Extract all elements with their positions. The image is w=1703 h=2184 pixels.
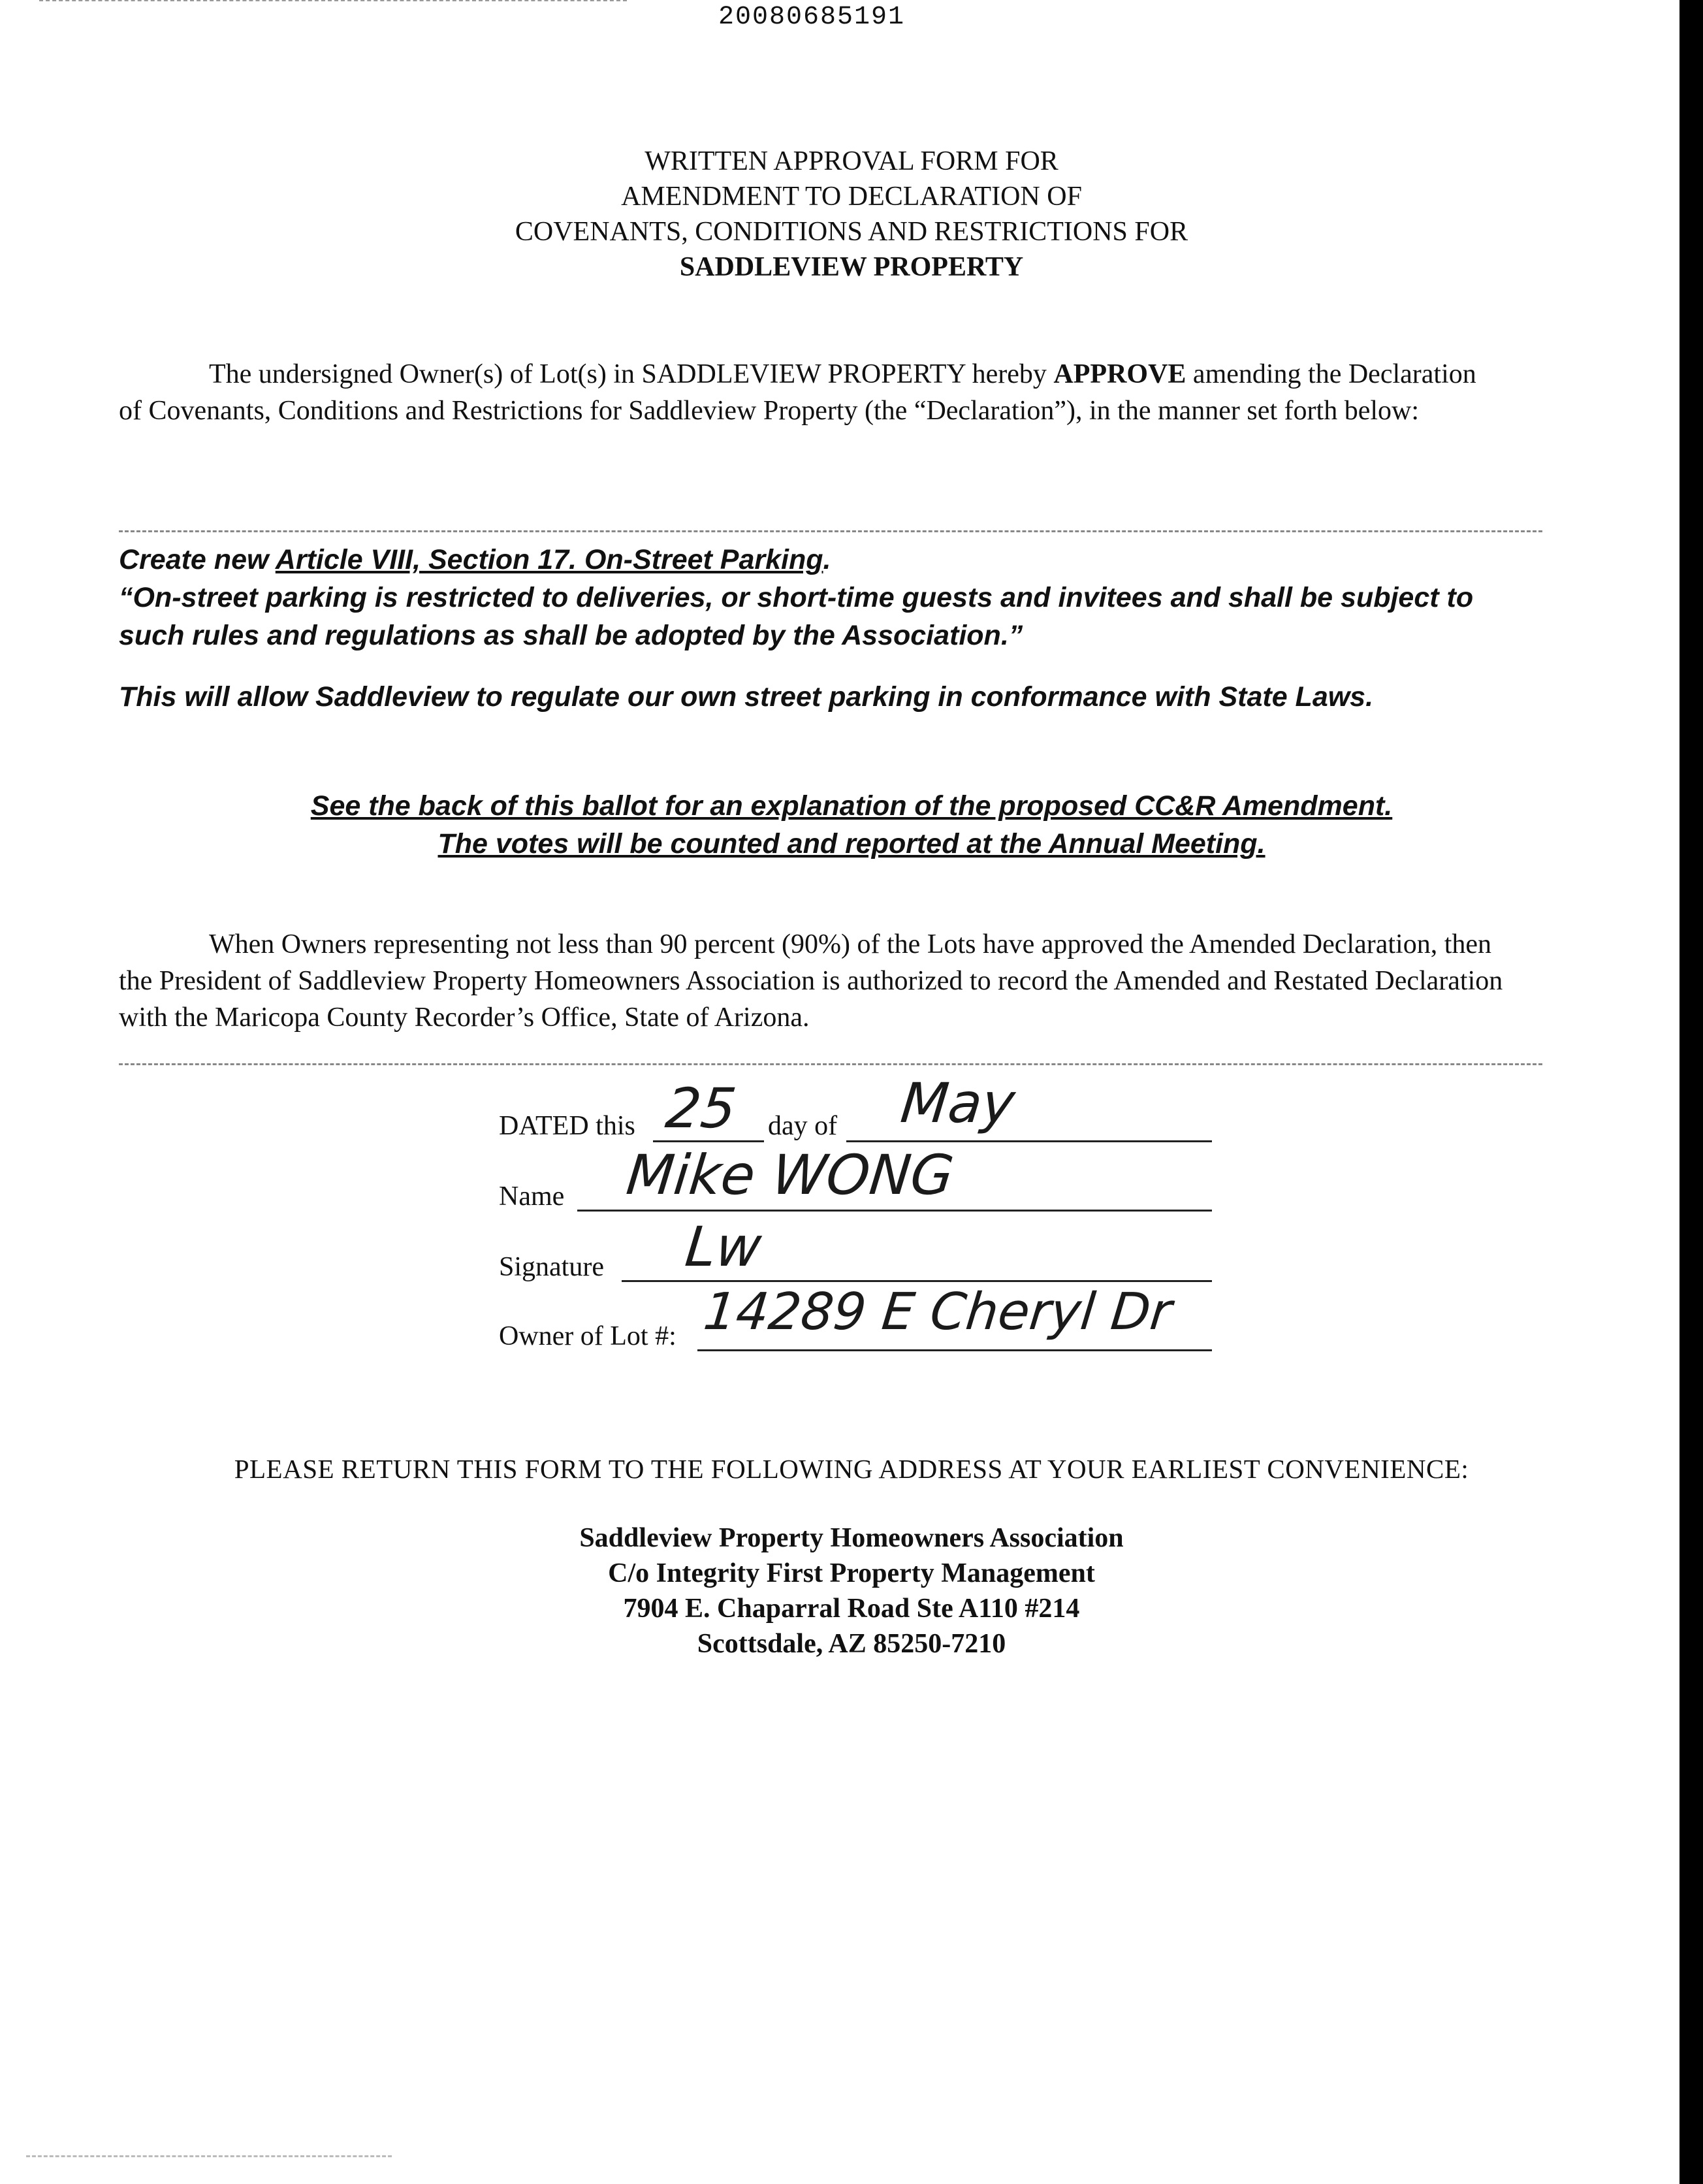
notice-line-2: The votes will be counted and reported at the Annual Meeting.: [438, 828, 1265, 859]
day-value: 25: [662, 1076, 740, 1140]
divider-1: [119, 530, 1542, 532]
amendment-quote: “On-street parking is restricted to deliveries, or short-time guests and invitees and shall be subject to such rules and regulations as shall be adopted by the Association.”: [119, 582, 1474, 651]
name-value: Mike WONG: [623, 1143, 957, 1207]
title-line-1: WRITTEN APPROVAL FORM FOR: [645, 146, 1058, 176]
signature-line: [622, 1280, 1212, 1282]
form-title: [0, 144, 1703, 285]
lot-line: [697, 1349, 1212, 1351]
notice-block: [0, 787, 1703, 863]
address-line-4: Scottsdale, AZ 85250-7210: [697, 1629, 1006, 1659]
approval-text: When Owners representing not less than 90 percent (90%) of the Lots have approved the Amended Declaration, then the President of Saddleview Property Homeowners Association is authorized to record the Amended and Restated Declaration with the Maricopa County Recorder’s Office, State of Arizona.: [119, 929, 1503, 1033]
address-line-2: C/o Integrity First Property Management: [608, 1558, 1095, 1588]
day-of-label: day of: [768, 1111, 838, 1141]
scan-artifact-bottom: [26, 2155, 392, 2157]
lot-label: Owner of Lot #:: [499, 1321, 676, 1351]
intro-paragraph: [119, 356, 1503, 429]
document-number: 20080685191: [718, 3, 906, 32]
divider-2: [119, 1063, 1542, 1065]
name-line: [577, 1210, 1212, 1212]
address-line-1: Saddleview Property Homeowners Association: [579, 1523, 1124, 1553]
intro-approve: APPROVE: [1053, 359, 1186, 389]
address-line-3: 7904 E. Chaparral Road Ste A110 #214: [623, 1594, 1080, 1624]
return-instructions: PLEASE RETURN THIS FORM TO THE FOLLOWING ADDRESS AT YOUR EARLIEST CONVENIENCE:: [234, 1454, 1469, 1484]
title-line-2: AMENDMENT TO DECLARATION OF: [621, 182, 1082, 212]
lot-value: 14289 E Cheryl Dr: [701, 1283, 1175, 1341]
article-reference: Article VIII, Section 17. On-Street Parking: [275, 544, 823, 575]
scan-edge-bar: [1679, 0, 1703, 2184]
notice-line-1: See the back of this ballot for an explanation of the proposed CC&R Amendment.: [310, 790, 1393, 822]
signature-value: Lw: [682, 1215, 765, 1279]
create-suffix: .: [823, 544, 831, 575]
title-line-3: COVENANTS, CONDITIONS AND RESTRICTIONS FOR: [515, 217, 1188, 247]
month-value: May: [897, 1071, 1018, 1135]
intro-part-2: amending the Declaration of Covenants, Conditions and Restrictions for Saddleview Property (the “Declaration”), in the manner set forth below:: [119, 359, 1476, 426]
amendment-create: [119, 541, 1536, 579]
signature-label: Signature: [499, 1252, 604, 1282]
name-label: Name: [499, 1181, 565, 1212]
intro-part-1: The undersigned Owner(s) of Lot(s) in SADDLEVIEW PROPERTY hereby: [209, 359, 1054, 389]
scan-artifact-top: [39, 0, 627, 1]
month-line: [846, 1140, 1212, 1142]
return-address: [0, 1520, 1703, 1662]
approval-paragraph: [119, 926, 1503, 1036]
dated-label: DATED this: [499, 1111, 635, 1141]
day-line: [653, 1140, 764, 1142]
create-prefix: Create new: [119, 544, 276, 575]
amendment-text: [119, 541, 1536, 654]
title-line-4: SADDLEVIEW PROPERTY: [679, 252, 1024, 282]
amendment-purpose: This will allow Saddleview to regulate our own street parking in conformance with State Laws.: [119, 681, 1374, 713]
